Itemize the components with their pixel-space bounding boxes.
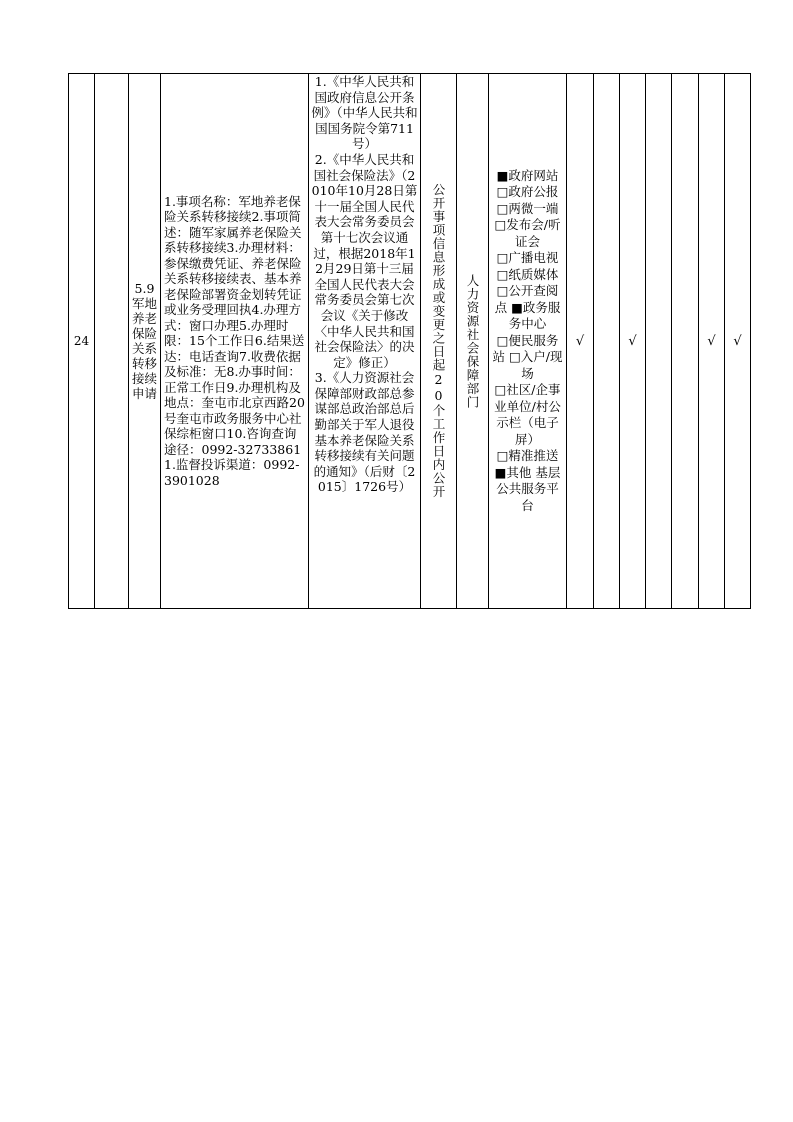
channel-item: ■政府网站 <box>496 167 559 183</box>
item-name-line: 转移 <box>131 356 157 371</box>
disclosure-time-limit: 公开事项信息形成或变更之日起20个工作日内公开 <box>431 183 446 499</box>
check-mark: √ <box>733 333 742 349</box>
time-limit-cell <box>421 74 457 609</box>
item-name <box>129 281 160 401</box>
item-name-line: 关系 <box>131 341 157 356</box>
item-name-line: 养老 <box>131 311 157 326</box>
check-cell-on-request <box>646 74 672 609</box>
subject-cell <box>457 74 489 609</box>
disclosure-content-cell <box>161 74 309 609</box>
channel-item: □两微一端 <box>496 200 559 216</box>
disclosure-channels <box>489 168 566 515</box>
item-name-cell <box>129 74 161 609</box>
check-cell-village <box>725 74 751 609</box>
item-name-line: 接续 <box>131 371 157 386</box>
row-number: 24 <box>73 334 90 348</box>
channel-item: □政府公报 <box>496 184 559 200</box>
channel-item: □社区/企事业单位/村公示栏（电子屏） <box>494 382 561 447</box>
basis-item: 1.《中华人民共和国政府信息公开条例》（中华人民共和国国务院令第711号） <box>311 74 418 152</box>
check-cell-proactive <box>620 74 646 609</box>
disclosure-basis <box>309 74 420 608</box>
item-name-line: 申请 <box>131 386 157 401</box>
disclosure-subject: 人力资源社会保障部门 <box>465 273 480 409</box>
check-cell-all-society <box>567 74 594 609</box>
table-row <box>69 74 751 609</box>
channel-item: □精准推送 <box>496 448 559 464</box>
check-cell-specific-group <box>594 74 620 609</box>
item-name-line: 保险 <box>131 326 157 341</box>
disclosure-content: 1.事项名称：军地养老保险关系转移接续2.事项简述：随军家属养老保险关系转移接续3.办理材料：参保缴费凭证、养老保险关系转移接续表、基本养老保险部署资金划转凭证或业务受理回执4.办理方式：窗口办理5.办理时限：15个工作日6.结果送达：电话查询7.收费依据及标准：无8.办事时间：正常工作日9.办理机构及地点：奎屯市北京西路20号奎屯市政务服务中心社保综柜窗口10.咨询查询途径：0992-327338611.监督投诉渠道：0992-3901028 <box>164 193 305 488</box>
channel-item: □广播电视 <box>496 250 559 266</box>
row-number-cell <box>69 74 95 609</box>
channel-item: □发布会/听证会 <box>494 217 561 249</box>
channel-item: □纸质媒体 <box>496 266 559 282</box>
channel-item: ■其他 基层公共服务平台 <box>494 464 561 513</box>
disclosure-basis-cell <box>309 74 421 609</box>
channels-cell <box>489 74 567 609</box>
check-mark: √ <box>575 333 585 349</box>
sub-item-cell <box>95 74 129 609</box>
channel-item: □便民服务站 □入户/现场 <box>492 332 563 381</box>
item-name-line: 军地 <box>131 296 157 311</box>
check-mark: √ <box>628 333 637 349</box>
basis-item: 2.《中华人民共和国社会保险法》（2010年10月28日第十一届全国人民代表大会常务委员会第十七次会议通过，根据2018年12月29日第十三届全国人民代表大会常务委员会第七次会议《关于修改〈中华人民共和国社会保险法〉的决定》修正） <box>311 151 418 370</box>
disclosure-table <box>68 73 751 609</box>
check-cell-county <box>672 74 699 609</box>
basis-item: 3.《人力资源社会保障部财政部总参谋部总政治部总后勤部关于军人退役基本养老保险关系转移接续有关问题的通知》（后财〔2015〕1726号） <box>313 370 416 495</box>
check-mark: √ <box>707 333 716 349</box>
channel-item: □公开查阅点 ■政务服务中心 <box>494 283 561 332</box>
check-cell-township <box>699 74 725 609</box>
item-name-line: 5.9 <box>134 281 155 296</box>
